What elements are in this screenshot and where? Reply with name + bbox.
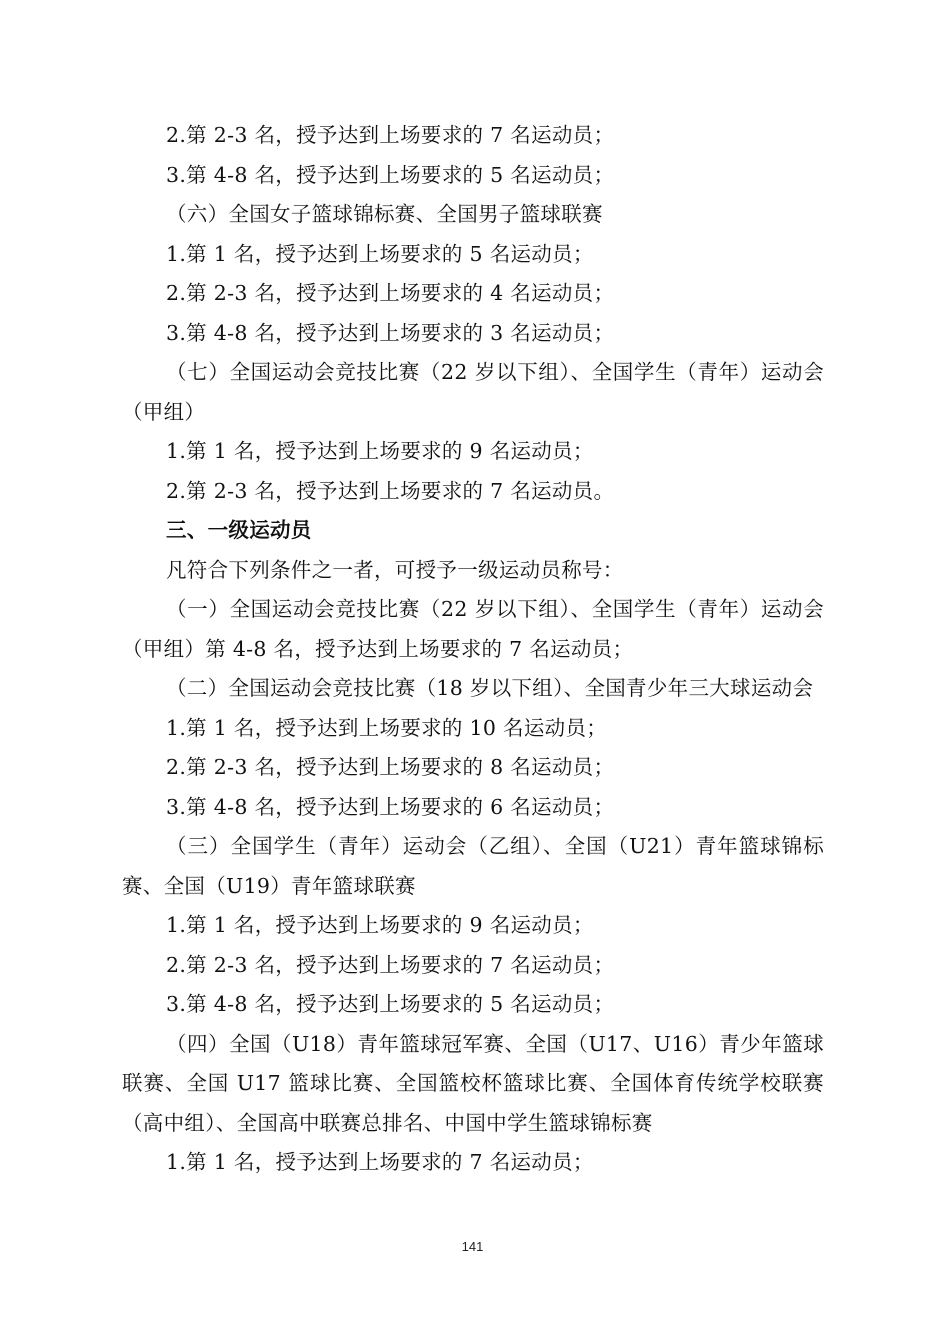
list-item: 2.第 2-3 名，授予达到上场要求的 7 名运动员。 xyxy=(166,478,615,503)
list-item: 1.第 1 名，授予达到上场要求的 5 名运动员； xyxy=(166,241,594,266)
list-item: 1.第 1 名，授予达到上场要求的 9 名运动员； xyxy=(166,439,594,463)
list-item: 3.第 4-8 名，授予达到上场要求的 6 名运动员； xyxy=(166,794,615,819)
list-item: 2.第 2-3 名，授予达到上场要求的 8 名运动员； xyxy=(166,755,615,779)
page-number: 141 xyxy=(461,1239,484,1254)
subsection-title: （三）全国学生（青年）运动会（乙组）、全国（U21）青年篮球锦标赛、全国（U19）青年篮球联赛 xyxy=(122,834,824,898)
section-heading: 三、一级运动员 xyxy=(166,518,312,542)
list-item: 2.第 2-3 名，授予达到上场要求的 4 名运动员； xyxy=(166,281,615,305)
list-item: 1.第 1 名，授予达到上场要求的 9 名运动员； xyxy=(166,913,594,937)
body-paragraph: 凡符合下列条件之一者，可授予一级运动员称号： xyxy=(166,557,624,582)
list-item: 3.第 4-8 名，授予达到上场要求的 3 名运动员； xyxy=(166,320,615,345)
list-item: 2.第 2-3 名，授予达到上场要求的 7 名运动员； xyxy=(166,123,615,147)
document-body xyxy=(122,116,824,1183)
subsection-title: （四）全国（U18）青年篮球冠军赛、全国（U17、U16）青少年篮球联赛、全国 U17 篮球比赛、全国篮校杯篮球比赛、全国体育传统学校联赛（高中组）、全国高中联赛总排名、中国中学生篮球锦标赛 xyxy=(122,1031,824,1135)
list-item: 3.第 4-8 名，授予达到上场要求的 5 名运动员； xyxy=(166,992,615,1016)
subsection-title: （二）全国运动会竞技比赛（18 岁以下组）、全国青少年三大球运动会 xyxy=(166,676,814,700)
list-item: 1.第 1 名，授予达到上场要求的 10 名运动员； xyxy=(166,715,608,740)
list-item: 2.第 2-3 名，授予达到上场要求的 7 名运动员； xyxy=(166,952,615,977)
list-item: 3.第 4-8 名，授予达到上场要求的 5 名运动员； xyxy=(166,162,615,187)
subsection-title: （七）全国运动会竞技比赛（22 岁以下组）、全国学生（青年）运动会（甲组） xyxy=(122,360,824,424)
list-item: 1.第 1 名，授予达到上场要求的 7 名运动员； xyxy=(166,1150,594,1174)
subsection-title: （一）全国运动会竞技比赛（22 岁以下组）、全国学生（青年）运动会（甲组）第 4-8 名，授予达到上场要求的 7 名运动员； xyxy=(122,597,824,661)
subsection-title: （六）全国女子篮球锦标赛、全国男子篮球联赛 xyxy=(166,202,603,226)
